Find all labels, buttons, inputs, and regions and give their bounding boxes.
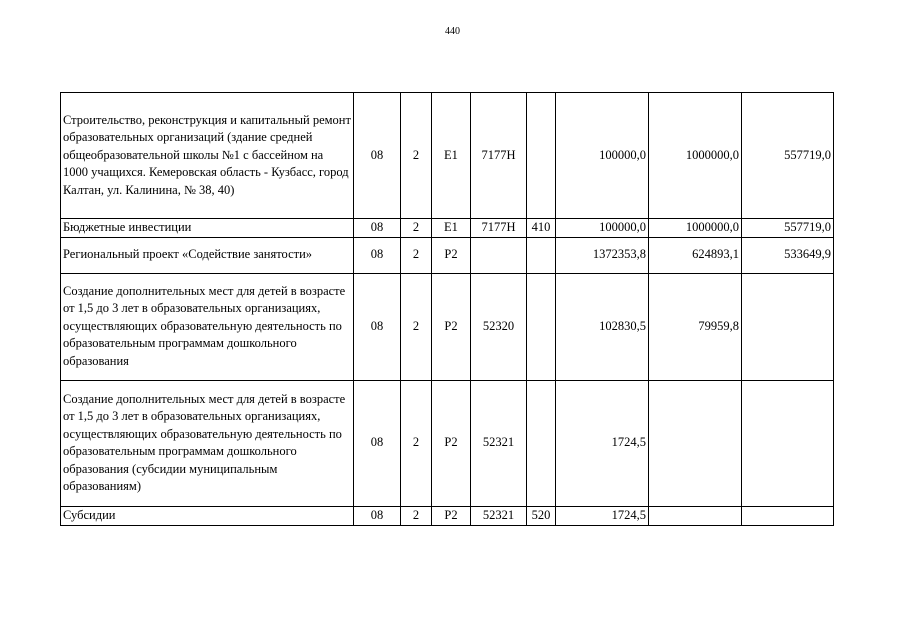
- expense-type-cell: 410: [527, 219, 556, 238]
- program-cell: P2: [432, 506, 471, 525]
- table-row: [61, 93, 834, 219]
- section-cell: 08: [354, 273, 401, 380]
- year1-amount: 1724,5: [556, 506, 649, 525]
- section-cell: 08: [354, 237, 401, 273]
- program-cell: P2: [432, 380, 471, 506]
- program-cell: E1: [432, 219, 471, 238]
- year3-amount: [742, 380, 834, 506]
- row-name: Региональный проект «Содействие занятости»: [61, 237, 354, 273]
- subsection-cell: 2: [401, 93, 432, 219]
- target-cell: 52321: [471, 506, 527, 525]
- section-cell: 08: [354, 380, 401, 506]
- section-cell: 08: [354, 506, 401, 525]
- target-cell: [471, 237, 527, 273]
- year3-amount: 533649,9: [742, 237, 834, 273]
- year1-amount: 100000,0: [556, 219, 649, 238]
- table-row: [61, 380, 834, 506]
- subsection-cell: 2: [401, 506, 432, 525]
- expense-type-cell: 520: [527, 506, 556, 525]
- row-name: Создание дополнительных мест для детей в возрасте от 1,5 до 3 лет в образовательных организациях, осуществляющих образовательную деятельность по образовательным программам дошкольного образования (субсидии муниципальным образованиям): [61, 380, 354, 506]
- year3-amount: 557719,0: [742, 93, 834, 219]
- year2-amount: [649, 380, 742, 506]
- program-cell: E1: [432, 93, 471, 219]
- target-cell: 52321: [471, 380, 527, 506]
- expense-type-cell: [527, 237, 556, 273]
- year2-amount: 1000000,0: [649, 219, 742, 238]
- row-name: Строительство, реконструкция и капитальный ремонт образовательных организаций (здание средней общеобразовательной школы №1 с бассейном на 1000 учащихся. Кемеровская область - Кузбасс, город Калтан, ул. Калинина, № 38, 40): [61, 93, 354, 219]
- budget-table: [60, 92, 834, 526]
- subsection-cell: 2: [401, 380, 432, 506]
- target-cell: 7177H: [471, 93, 527, 219]
- table-row: [61, 273, 834, 380]
- subsection-cell: 2: [401, 273, 432, 380]
- target-cell: 7177H: [471, 219, 527, 238]
- section-cell: 08: [354, 219, 401, 238]
- year1-amount: 1372353,8: [556, 237, 649, 273]
- year3-amount: [742, 506, 834, 525]
- row-name: Бюджетные инвестиции: [61, 219, 354, 238]
- program-cell: P2: [432, 273, 471, 380]
- target-cell: 52320: [471, 273, 527, 380]
- year1-amount: 100000,0: [556, 93, 649, 219]
- expense-type-cell: [527, 380, 556, 506]
- year2-amount: 624893,1: [649, 237, 742, 273]
- year3-amount: [742, 273, 834, 380]
- table-row: [61, 237, 834, 273]
- section-cell: 08: [354, 93, 401, 219]
- year3-amount: 557719,0: [742, 219, 834, 238]
- year1-amount: 1724,5: [556, 380, 649, 506]
- page-number: 440: [445, 26, 460, 37]
- expense-type-cell: [527, 93, 556, 219]
- year1-amount: 102830,5: [556, 273, 649, 380]
- subsection-cell: 2: [401, 237, 432, 273]
- table-row: [61, 219, 834, 238]
- year2-amount: 79959,8: [649, 273, 742, 380]
- program-cell: P2: [432, 237, 471, 273]
- row-name: Создание дополнительных мест для детей в возрасте от 1,5 до 3 лет в образовательных организациях, осуществляющих образовательную деятельность по образовательным программам дошкольного образования: [61, 273, 354, 380]
- table-row: [61, 506, 834, 525]
- expense-type-cell: [527, 273, 556, 380]
- row-name: Субсидии: [61, 506, 354, 525]
- year2-amount: [649, 506, 742, 525]
- year2-amount: 1000000,0: [649, 93, 742, 219]
- subsection-cell: 2: [401, 219, 432, 238]
